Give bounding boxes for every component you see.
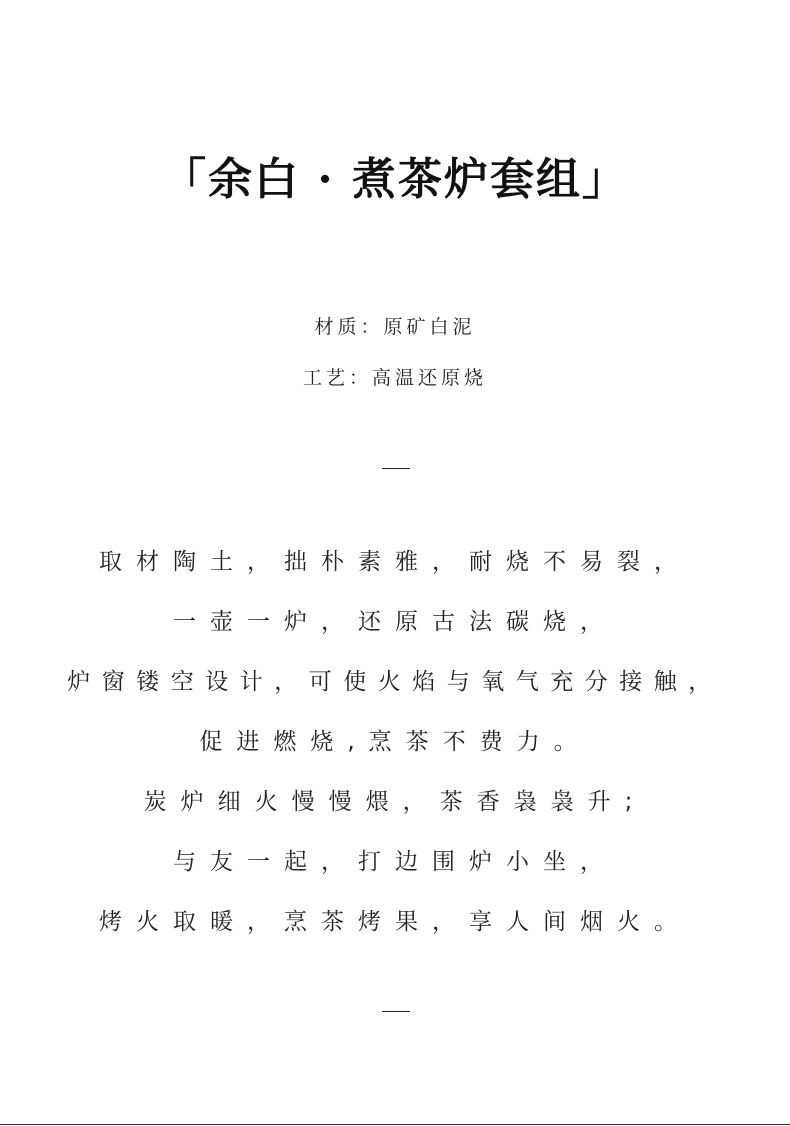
poem-line: 炉窗镂空设计，可使火焰与氧气充分接触， [67,669,723,695]
divider-bottom [382,1011,410,1012]
poem-line: 与友一起，打边围炉小坐， [173,849,617,875]
spec-craft: 工艺：高温还原烧 [302,367,487,389]
spec-material: 材质：原矿白泥 [314,316,476,338]
poem-line: 烤火取暖，烹茶烤果，享人间烟火。 [99,909,691,935]
page-title: 「余白 · 煮茶炉套组」 [162,154,628,205]
poem-line: 促进燃烧,烹茶不费力。 [199,729,591,755]
poem-block [0,538,790,958]
poem-line: 取材陶土，拙朴素雅，耐烧不易裂， [99,549,691,575]
bottom-rule [0,1124,790,1125]
poem-line: 炭炉细火慢慢煨，茶香袅袅升; [143,789,647,815]
divider-top [382,468,410,469]
poem-line: 一壶一炉，还原古法碳烧， [173,609,617,635]
